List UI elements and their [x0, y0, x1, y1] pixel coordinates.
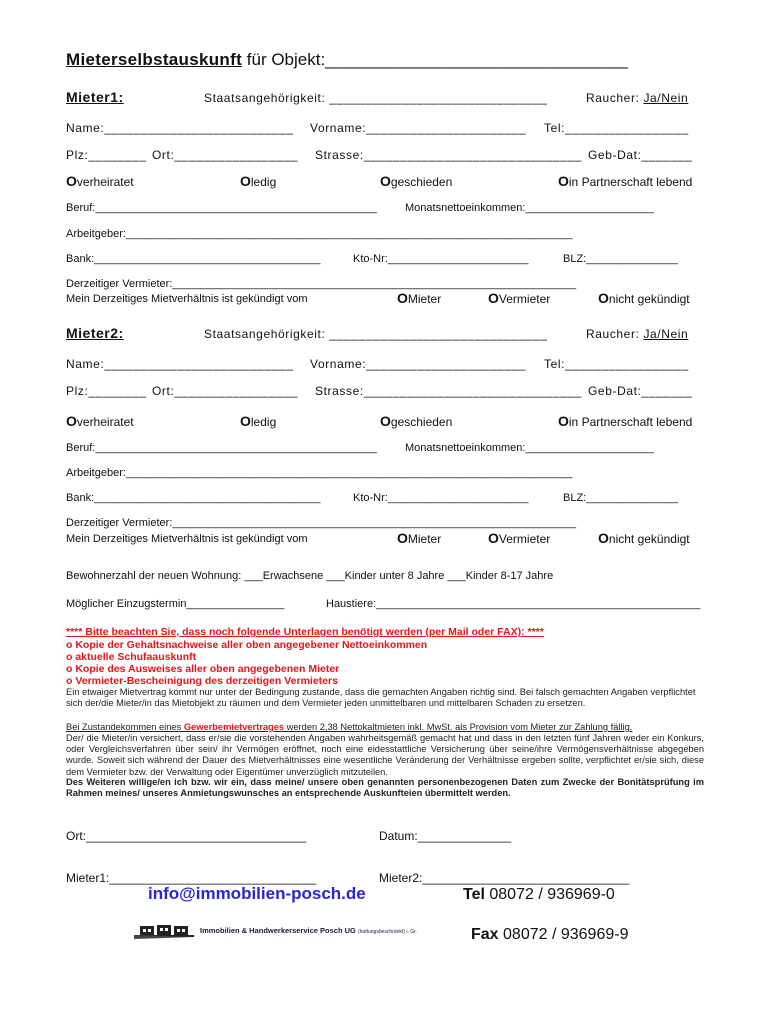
mieter2-blz-field[interactable]: BLZ:_______________	[563, 492, 678, 504]
mieter2-option-nicht-gekuendigt[interactable]	[598, 530, 690, 546]
mieter1-staatsangehoerigkeit-field[interactable]: Staatsangehörigkeit: ______________________________	[204, 91, 548, 105]
mieter1-ktonr-field[interactable]: Kto-Nr:_______________________	[353, 253, 529, 265]
bewohnerzahl-field[interactable]: Bewohnerzahl der neuen Wohnung: ___Erwachsene ___Kinder unter 8 Jahre ___Kinder 8-17 Jahre	[66, 570, 554, 582]
option-label: geschieden	[390, 175, 453, 189]
notice-item: o Kopie der Gehaltsnachweise aller oben angegebener Nettoeinkommen	[66, 639, 428, 651]
mieter1-option-nicht-gekuendigt[interactable]	[598, 290, 690, 306]
mieter1-tel-field[interactable]: Tel:_________________	[544, 121, 689, 135]
signature-mieter1-field[interactable]: Mieter1:_______________________________	[66, 871, 317, 885]
mieter2-vermieter-field[interactable]: Derzeitiger Vermieter:__________________________________________________________________	[66, 517, 577, 529]
notice-header: **** Bitte beachten Sie, dass noch folgende Unterlagen benötigt werden (per Mail oder FAX): ****	[66, 626, 544, 638]
mieter2-option-partnerschaft[interactable]	[558, 413, 692, 429]
mieter2-gebdat-field[interactable]: Geb-Dat:_______	[588, 384, 693, 398]
mieter1-beruf-field[interactable]: Beruf:______________________________________________	[66, 202, 377, 214]
raucher-label: Raucher:	[586, 91, 644, 105]
mieter1-blz-field[interactable]: BLZ:_______________	[563, 253, 678, 265]
option-label: ledig	[250, 175, 277, 189]
mieter1-heading: Mieter1:	[66, 89, 124, 105]
mieter2-option-mieter[interactable]	[397, 530, 441, 546]
mieter1-gebdat-field[interactable]: Geb-Dat:_______	[588, 148, 693, 162]
einzugstermin-field[interactable]: Möglicher Einzugstermin________________	[66, 598, 285, 610]
mieter2-vorname-field[interactable]: Vorname:______________________	[310, 357, 527, 371]
signature-datum-field[interactable]: Datum:______________	[379, 829, 512, 843]
company-name-text: Immobilien & Handwerkerservice Posch UG	[200, 926, 356, 935]
raucher-label: Raucher:	[586, 327, 644, 341]
fax-value: 08072 / 936969-9	[498, 926, 629, 943]
option-label: nicht gekündigt	[608, 292, 690, 306]
mieter2-beruf-field[interactable]: Beruf:______________________________________________	[66, 442, 377, 454]
title-rest: für Objekt:________________________________	[242, 50, 628, 69]
option-label: Vermieter	[498, 292, 551, 306]
mieter2-name-field[interactable]: Name:__________________________	[66, 357, 294, 371]
gewerbemietvertrag-highlight: Gewerbemietvertrages	[183, 722, 285, 732]
mieter2-option-verheiratet[interactable]	[66, 413, 134, 429]
option-bullet: O	[558, 413, 569, 429]
mieter1-vorname-field[interactable]: Vorname:______________________	[310, 121, 527, 135]
company-suffix: (haftungsbeschränkt) i. Gr.	[357, 929, 417, 935]
signature-mieter2-field[interactable]: Mieter2:_______________________________	[379, 871, 630, 885]
option-label: ledig	[250, 415, 277, 429]
option-bullet: O	[397, 290, 408, 306]
option-bullet: O	[558, 173, 569, 189]
mieter1-name-field[interactable]: Name:__________________________	[66, 121, 294, 135]
mieter2-strasse-field[interactable]: Strasse:______________________________	[315, 384, 583, 398]
option-label: in Partnerschaft lebend	[568, 415, 693, 429]
mieter2-tel-field[interactable]: Tel:_________________	[544, 357, 689, 371]
mieter2-gekuendigt-label: Mein Derzeitiges Mietverhältnis ist gekündigt vom	[66, 533, 308, 545]
provision-text: werden 2,38 Nettokaltmieten inkl. MwSt. als Provision vom Mieter zur Zahlung fällig.	[284, 722, 633, 732]
contact-email-link[interactable]: info@immobilien-posch.de	[148, 884, 366, 903]
mieter2-option-vermieter[interactable]	[488, 530, 550, 546]
mieter2-ort-field[interactable]: Ort:_________________	[152, 384, 299, 398]
option-bullet: O	[240, 173, 251, 189]
option-bullet: O	[488, 290, 499, 306]
company-name	[200, 926, 417, 935]
option-label: in Partnerschaft lebend	[568, 175, 693, 189]
raucher-value: Ja/Nein	[643, 91, 689, 105]
legal-paragraph-provision	[66, 722, 704, 733]
mieter1-vermieter-field[interactable]: Derzeitiger Vermieter:__________________________________________________________________	[66, 278, 577, 290]
option-bullet: O	[598, 290, 609, 306]
haustiere-field[interactable]: Haustiere:_____________________________________________________	[326, 598, 701, 610]
raucher-value: Ja/Nein	[643, 327, 689, 341]
option-bullet: O	[240, 413, 251, 429]
tel-value: 08072 / 936969-0	[484, 886, 615, 903]
document-title	[66, 50, 628, 70]
mieter2-staatsangehoerigkeit-field[interactable]: Staatsangehörigkeit: ______________________________	[204, 327, 548, 341]
option-bullet: O	[66, 413, 77, 429]
mieter1-plz-field[interactable]: Plz:________	[66, 148, 147, 162]
mieter1-bank-field[interactable]: Bank:_____________________________________	[66, 253, 321, 265]
mieter2-plz-field[interactable]: Plz:________	[66, 384, 147, 398]
mieter2-ktonr-field[interactable]: Kto-Nr:_______________________	[353, 492, 529, 504]
signature-ort-field[interactable]: Ort:_________________________________	[66, 829, 307, 843]
notice-item: o aktuelle Schufaauskunft	[66, 651, 197, 663]
mieter2-einkommen-field[interactable]: Monatsnettoeinkommen:_____________________	[405, 442, 654, 454]
mieter1-option-vermieter[interactable]	[488, 290, 550, 306]
option-label: Vermieter	[498, 532, 551, 546]
mieter2-arbeitgeber-field[interactable]: Arbeitgeber:_________________________________________________________________________	[66, 467, 573, 479]
option-label: verheiratet	[76, 175, 134, 189]
mieter1-arbeitgeber-field[interactable]: Arbeitgeber:_________________________________________________________________________	[66, 228, 573, 240]
mieter2-heading: Mieter2:	[66, 325, 124, 341]
mieter1-option-ledig[interactable]	[240, 173, 276, 189]
mieter1-gekuendigt-label: Mein Derzeitiges Mietverhältnis ist gekündigt vom	[66, 293, 308, 305]
mieter1-option-geschieden[interactable]	[380, 173, 452, 189]
title-bold: Mieterselbstauskunft	[66, 50, 243, 69]
option-bullet: O	[488, 530, 499, 546]
mieter1-option-verheiratet[interactable]	[66, 173, 134, 189]
contact-fax	[471, 926, 628, 944]
option-label: Mieter	[407, 532, 442, 546]
mieter2-option-geschieden[interactable]	[380, 413, 452, 429]
mieter2-option-ledig[interactable]	[240, 413, 276, 429]
option-label: Mieter	[407, 292, 442, 306]
option-label: geschieden	[390, 415, 453, 429]
option-bullet: O	[598, 530, 609, 546]
legal-paragraph-versicherung: Der/ die Mieter/in versichert, dass er/sie die vorstehenden Angaben wahrheitsgemäß gemacht hat und dass in den letzten fünf Jahren weder ein Konkurs, oder Vergleichsverfahren über sein/ ihr Vermögen eröffnet, noch eine eidesstattliche Versicherung über seine/ihre Vermögensverhältnisse abgegeben wurde. Soweit sich während der Dauer des Mietverhältnisses eine wesentliche Veränderung der Verhältnisse ergeben sollte, verpflichtet er/sie sich, diese dem Vermieter bzw. der Verwaltung oder Eigentümer unverzüglich mitzuteilen.	[66, 733, 704, 777]
contact-tel	[463, 886, 615, 904]
mieter2-bank-field[interactable]: Bank:_____________________________________	[66, 492, 321, 504]
option-bullet: O	[66, 173, 77, 189]
mieter1-einkommen-field[interactable]: Monatsnettoeinkommen:_____________________	[405, 202, 654, 214]
mieter2-raucher-field[interactable]	[586, 327, 688, 341]
option-bullet: O	[397, 530, 408, 546]
mieter1-strasse-field[interactable]: Strasse:______________________________	[315, 148, 583, 162]
mieter1-option-mieter[interactable]	[397, 290, 441, 306]
legal-paragraph-datenschutz: Des Weiteren willige/en ich bzw. wir ein, dass meine/ unsere oben genannten personenbezogenen Daten zum Zwecke der Bonitätsprüfung im Rahmen meines/ unseres Anmietungswunsches an entsprechende Auskunfteien übermittelt werden.	[66, 777, 704, 799]
option-bullet: O	[380, 173, 391, 189]
mieter1-raucher-field[interactable]	[586, 91, 688, 105]
company-logo-icon	[134, 920, 194, 942]
option-label: verheiratet	[76, 415, 134, 429]
mieter1-option-partnerschaft[interactable]	[558, 173, 692, 189]
fax-label: Fax	[471, 926, 499, 943]
notice-item: o Vermieter-Bescheinigung des derzeitigen Vermieters	[66, 675, 338, 687]
mieter1-ort-field[interactable]: Ort:_________________	[152, 148, 299, 162]
tel-label: Tel	[463, 886, 485, 903]
option-label: nicht gekündigt	[608, 532, 690, 546]
option-bullet: O	[380, 413, 391, 429]
provision-text: Bei Zustandekommen eines	[66, 722, 184, 732]
notice-item: o Kopie des Ausweises aller oben angegebenen Mieter	[66, 663, 340, 675]
legal-paragraph-mietvertrag: Ein etwaiger Mietvertrag kommt nur unter der Bedingung zustande, dass die gemachten Angaben richtig sind. Bei falsch gemachten Angaben verpflichtet sich der/die Mieter/in das Mietobjekt zu räumen und dem Vermieter jeden unmittelbaren und mittelbaren Schaden zu ersetzen.	[66, 687, 696, 709]
